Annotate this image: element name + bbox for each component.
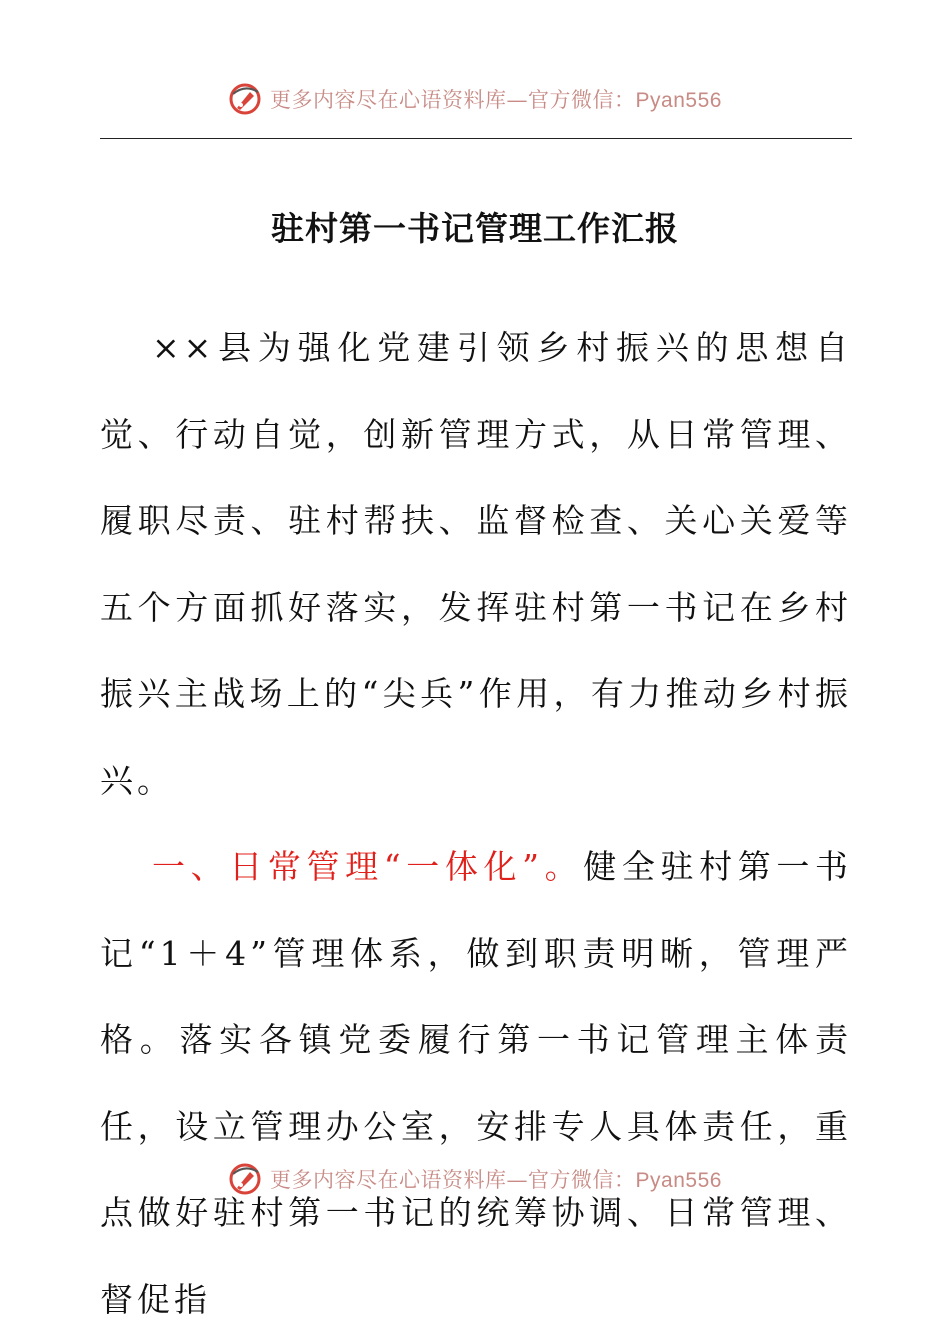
intro-paragraph: ××县为强化党建引领乡村振兴的思想自觉、行动自觉，创新管理方式，从日常管理、履职尽责、驻村帮扶、监督检查、关心关爱等五个方面抓好落实，发挥驻村第一书记在乡村振兴主战场上的“尖兵”作用，有力推动乡村振兴。 <box>100 328 852 800</box>
footer-brand-text <box>270 1164 722 1194</box>
footer-brand-label: 更多内容尽在心语资料库—官方微信： <box>270 1168 636 1192</box>
header-contact-id: Pyan556 <box>635 89 722 112</box>
header-brand-label: 更多内容尽在心语资料库—官方微信： <box>270 88 636 112</box>
header-banner <box>0 82 950 116</box>
section-1-text: 健全驻村第一书记“1＋4”管理体系，做到职责明晰，管理严格。落实各镇党委履行第一书记管理主体责任，设立管理办公室，安排专人具体责任，重点做好驻村第一书记的统筹协调、日常管理、督促指 <box>100 847 852 1319</box>
footer-contact-id: Pyan556 <box>635 1169 722 1192</box>
footer-banner <box>0 1162 950 1196</box>
header-brand-text <box>270 84 722 114</box>
header-divider <box>100 138 852 139</box>
document-title: 驻村第一书记管理工作汇报 <box>271 209 679 248</box>
section-1-paragraph <box>100 824 852 1343</box>
pen-nib-logo-icon <box>228 82 262 116</box>
pen-nib-logo-icon <box>228 1162 262 1196</box>
section-1-heading: 一、日常管理“一体化”。 <box>152 847 584 886</box>
